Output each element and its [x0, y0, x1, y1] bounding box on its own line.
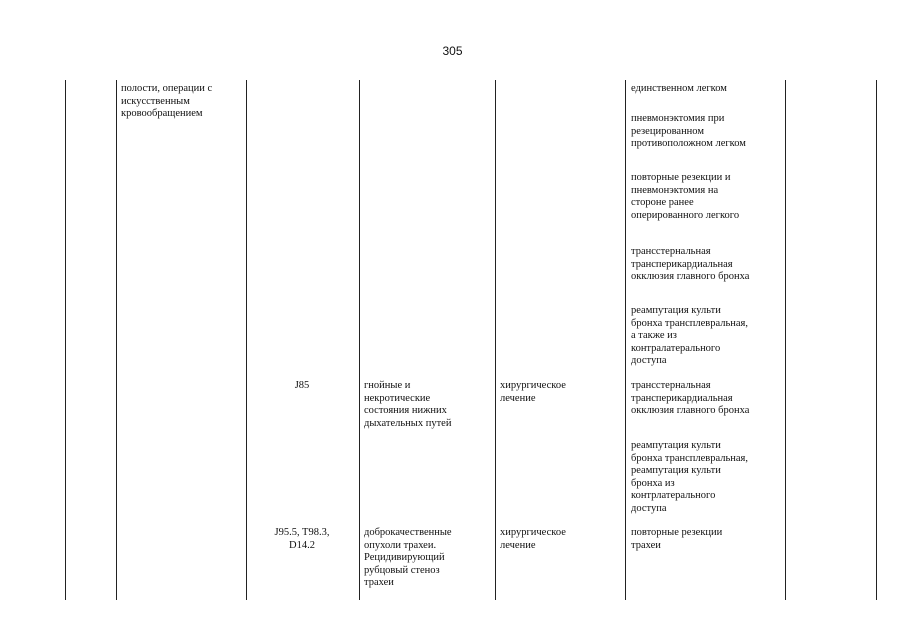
- table-border-left: [65, 80, 66, 600]
- method-3: повторные резекции и пневмонэктомия на стороне ранее оперированного легкого: [631, 172, 740, 221]
- method-4: трансстернальная трансперикардиальная окклюзия главного бронха: [631, 246, 750, 283]
- table-divider-3: [359, 80, 360, 600]
- profile-text: полости, операции с искусственным кровообращением: [121, 83, 213, 120]
- method-7: реампутация культи бронха трансплевральная, реампутация культи бронха из контрлатерального доступа: [631, 440, 749, 514]
- condition-j85: гнойные и некротические состояния нижних дыхательных путей: [364, 380, 452, 429]
- table-divider-1: [116, 80, 117, 600]
- condition-j95: доброкачественные опухоли трахеи. Рецидивирующий рубцовый стеноз трахеи: [364, 527, 452, 589]
- icd-code-j95: J95.5, T98.3, D14.2: [274, 527, 330, 551]
- table-divider-5: [625, 80, 626, 600]
- page-number: 305: [442, 44, 463, 58]
- table-divider-4: [495, 80, 496, 600]
- method-5: реампутация культи бронха трансплевральная, а также из контралатерального доступа: [631, 305, 749, 367]
- icd-code-j85: J85: [294, 380, 310, 391]
- table-border-right: [876, 80, 877, 600]
- method-1: единственном легком: [631, 83, 727, 94]
- method-2: пневмонэктомия при резецированном противоположном легком: [631, 113, 746, 150]
- method-8: повторные резекции трахеи: [631, 527, 723, 551]
- table-divider-6: [785, 80, 786, 600]
- treatment-type-j95: хирургическое лечение: [500, 527, 566, 551]
- method-6: трансстернальная трансперикардиальная окклюзия главного бронха: [631, 380, 750, 417]
- treatment-type-j85: хирургическое лечение: [500, 380, 566, 404]
- table-divider-2: [246, 80, 247, 600]
